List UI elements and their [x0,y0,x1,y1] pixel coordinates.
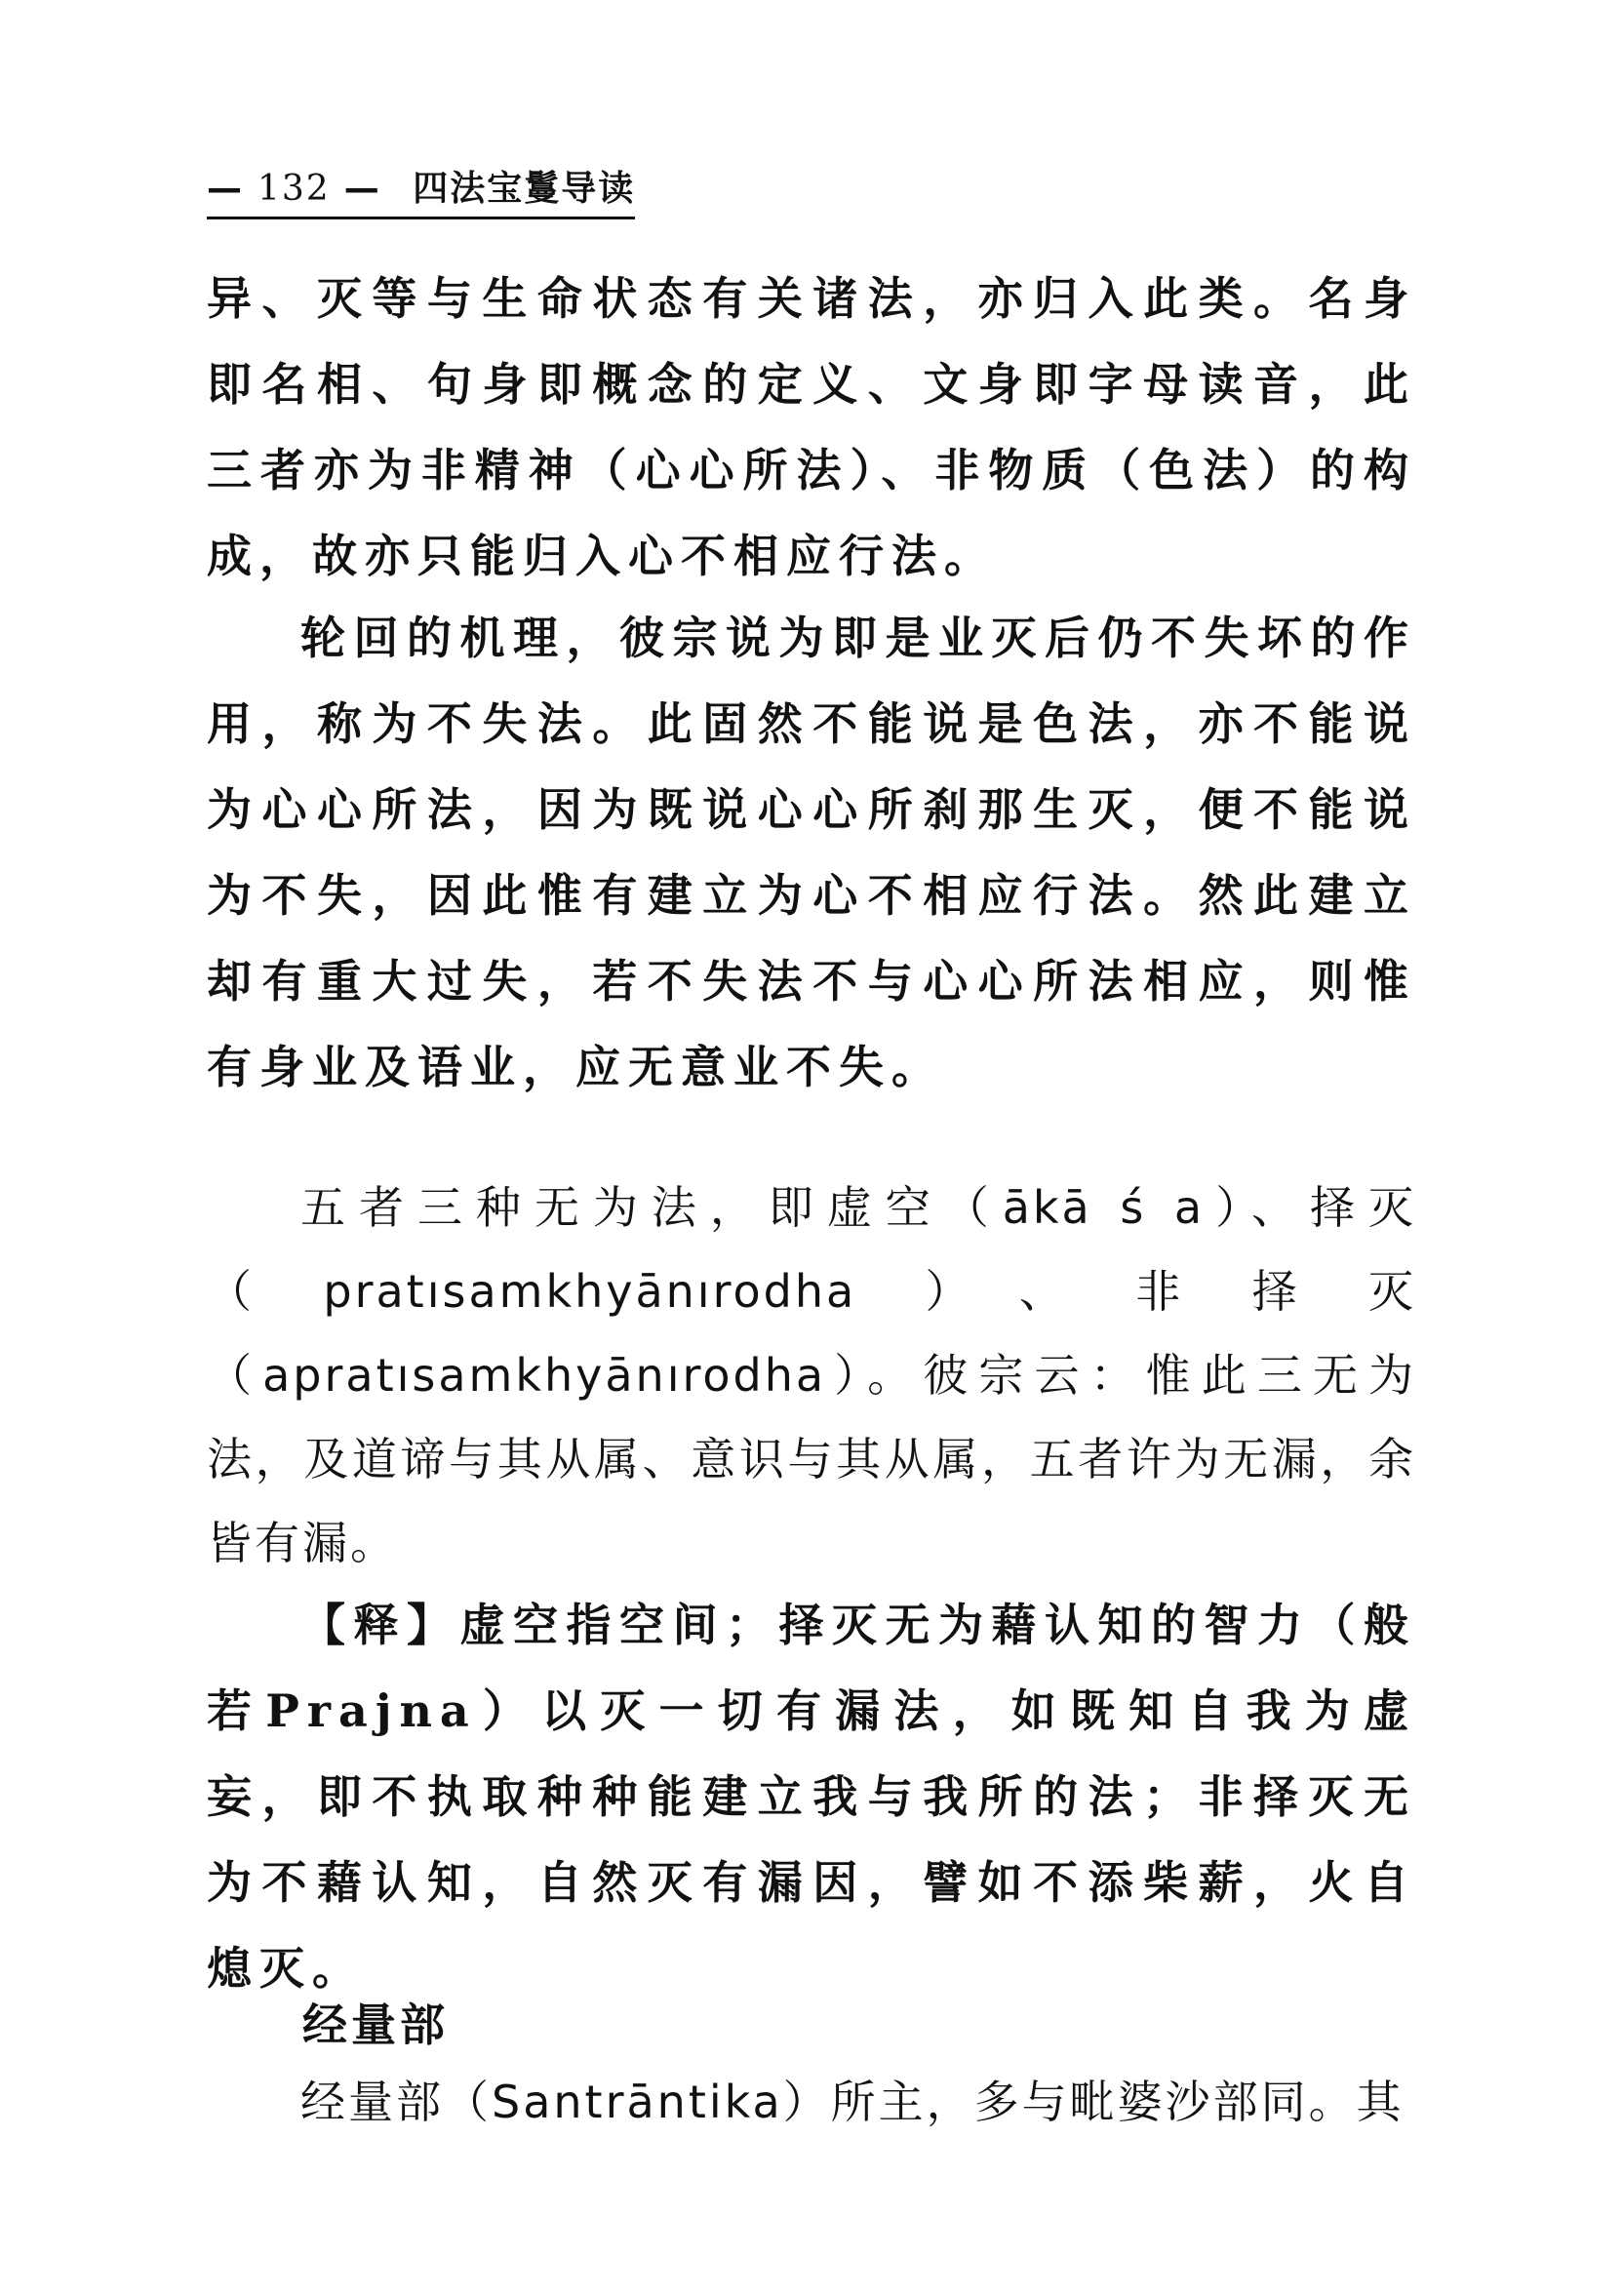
section-heading: 经量部 [302,1999,449,2051]
paragraph-1-block [207,256,1416,599]
paragraph-5-block [207,2060,1416,2144]
header-dash-left: — [207,169,244,209]
paragraph-3-block [207,1166,1416,1585]
header-dash-right: — [343,169,381,209]
paragraph-5: 经量部（Santrāntika）所主，多与毗婆沙部同。其 [300,2076,1405,2128]
commentary-label: 【释】 [300,1599,460,1651]
paragraph-3: 五者三种无为法，即虚空（ākā ś a）、择灭（pratısamkhyānırodha）、非择灭（apratısamkhyānırodha）。彼宗云：惟此三无为法，及道谛与其从属、意识与其从属，五者许为无漏，余皆有漏。 [207,1181,1416,1569]
paragraph-4: 虚空指空间；择灭无为藉认知的智力（般若Prajna）以灭一切有漏法，如既知自我为虚妄，即不执取种种能建立我与我所的法；非择灭无为不藉认知，自然灭有漏因，譬如不添柴薪，火自熄灭。 [207,1599,1416,1995]
running-header [207,161,635,219]
paragraph-2-block [207,595,1416,1110]
paragraph-1: 异、灭等与生命状态有关诸法，亦归入此类。名身即名相、句身即概念的定义、文身即字母读音，此三者亦为非精神（心心所法）、非物质（色法）的构成，故亦只能归入心不相应行法。 [207,272,1416,582]
book-title: 四法宝鬘导读 [413,169,636,209]
page-number: 132 [257,169,331,209]
paragraph-2: 轮回的机理，彼宗说为即是业灭后仍不失坏的作用，称为不失法。此固然不能说是色法，亦不能说为心心所法，因为既说心心所刹那生灭，便不能说为不失，因此惟有建立为心不相应行法。然此建立却有重大过失，若不失法不与心心所法相应，则惟有身业及语业，应无意业不失。 [207,612,1416,1093]
paragraph-4-block [207,1582,1416,2011]
